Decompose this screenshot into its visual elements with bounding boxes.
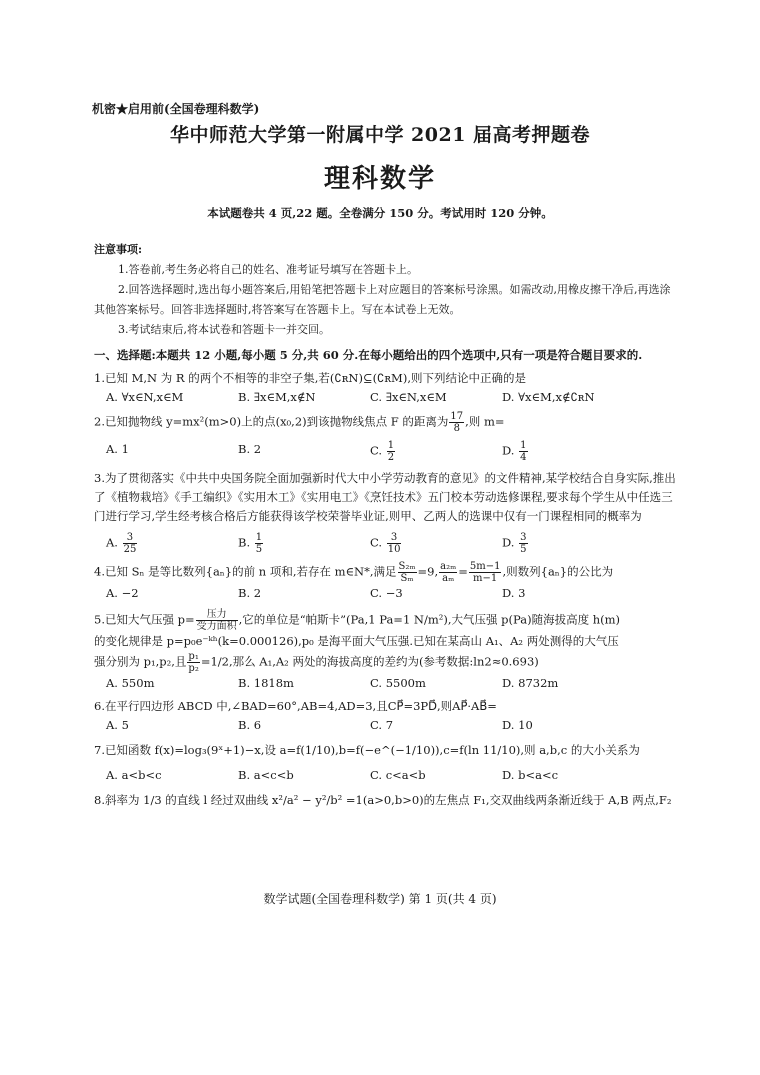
fraction-numerator: 17 <box>450 411 464 422</box>
option-prefix: D. <box>502 535 515 550</box>
fraction <box>387 532 402 555</box>
options <box>106 532 676 555</box>
fraction-numerator: S₂ₘ <box>398 561 416 572</box>
notice-item: 3.考试结束后,将本试卷和答题卡一并交回。 <box>118 323 330 336</box>
question-3 <box>94 469 676 555</box>
stem-text: ,则数列{aₙ}的公比为 <box>502 564 614 579</box>
fraction <box>187 651 199 674</box>
question-1 <box>94 369 676 407</box>
options <box>106 674 676 693</box>
option-a <box>106 532 238 555</box>
option-b: B. 2 <box>238 442 262 456</box>
options <box>106 584 676 603</box>
stem-text: 强分别为 p₁,p₂,且 <box>94 654 187 669</box>
fraction-denominator: 5 <box>520 544 527 555</box>
fraction-numerator: a₂ₘ <box>440 561 457 572</box>
fraction-numerator: 3 <box>123 532 138 544</box>
option-c: C. −3 <box>370 586 403 600</box>
option-d: D. ∀x∈M,x∉∁ʀN <box>502 390 595 404</box>
option-b: B. 2 <box>238 586 262 600</box>
fraction <box>449 411 464 434</box>
option-a: A. ∀x∈N,x∈M <box>106 390 184 404</box>
option-c <box>370 532 502 555</box>
section-header: 一、选择题:本题共 12 小题,每小题 5 分,共 60 分.在每小题给出的四个选项中,只有一项是符合题目要求的. <box>94 348 643 362</box>
fraction-numerator: 1 <box>520 440 527 451</box>
fraction <box>519 532 527 555</box>
stem-line <box>94 609 676 632</box>
stem-text: =1/2,那么 A₁,A₂ 两处的海拔高度的差约为(参考数据:ln2≈0.693) <box>200 654 539 669</box>
question-stem <box>94 411 676 434</box>
fraction-denominator: aₘ <box>442 573 455 584</box>
option-b <box>238 532 370 555</box>
fraction <box>469 561 502 584</box>
question-2 <box>94 411 676 463</box>
stem-text: 5.已知大气压强 p= <box>94 612 195 627</box>
option-b: B. a<c<b <box>238 768 294 782</box>
question-stem: 1.已知 M,N 为 R 的两个不相等的非空子集,若(∁ʀN)⊆(∁ʀM),则下列结论中正确的是 <box>94 371 526 385</box>
notice-section <box>94 240 674 340</box>
options <box>106 440 676 463</box>
fraction <box>123 532 138 555</box>
option-a: A. −2 <box>106 586 139 600</box>
option-d: D. 8732m <box>502 676 559 690</box>
question-stem: 8.斜率为 1/3 的直线 l 经过双曲线 x²/a² − y²/b² =1(a>0,b>0)的左焦点 F₁,交双曲线两条渐近线于 A,B 两点,F₂ <box>94 793 672 807</box>
option-prefix: B. <box>238 535 251 550</box>
notice-item: 2.回答选择题时,选出每小题答案后,用铅笔把答题卡上对应题目的答案标号涂黑。如需改动,用橡皮擦干净后,再选涂其他答案标号。回答非选择题时,将答案写在答题卡上。写在本试卷上无效。 <box>94 283 671 316</box>
question-8 <box>94 791 676 810</box>
question-stem: 3.为了贯彻落实《中共中央国务院全面加强新时代大中小学劳动教育的意见》的文件精神,某学校结合自身实际,推出了《植物栽培》《手工编织》《实用木工》《实用电工》《烹饪技术》五门校本劳动选修课程,要求每个学生从中任选三门进行学习,学生经考核合格后方能获得该学校荣誉毕业证,则甲、乙两人的选课中仅有一门课程相同的概率为 <box>94 471 676 523</box>
question-stem <box>94 609 676 674</box>
fraction <box>398 561 417 584</box>
option-a: A. 1 <box>106 442 129 456</box>
option-prefix: C. <box>370 535 383 550</box>
option-b: B. ∃x∈M,x∉N <box>238 390 316 404</box>
questions-area <box>94 346 676 810</box>
stem-line: 的变化规律是 p=p₀e⁻ᵏʰ(k=0.000126),p₀ 是海平面大气压强.已知在某高山 A₁、A₂ 两处测得的大气压 <box>94 634 619 648</box>
notice-title: 注意事项: <box>94 243 143 256</box>
option-c: C. 5500m <box>370 676 426 690</box>
fraction-numerator: 3 <box>520 532 527 543</box>
stem-text: ,它的单位是“帕斯卡”(Pa,1 Pa=1 N/m²),大气压强 p(Pa)随海拔高度 h(m) <box>238 612 621 627</box>
option-c: C. c<a<b <box>370 768 426 782</box>
options <box>106 766 676 785</box>
option-a: A. a<b<c <box>106 768 162 782</box>
option-d <box>502 532 634 555</box>
fraction-numerator: 压力 <box>196 609 238 621</box>
fraction <box>196 609 238 632</box>
stem-line <box>94 651 676 674</box>
fraction <box>255 532 263 555</box>
stem-text: 4.已知 Sₙ 是等比数列{aₙ}的前 n 项和,若存在 m∈N*,满足 <box>94 564 397 579</box>
option-d <box>502 440 634 463</box>
fraction-denominator: 2 <box>387 452 395 463</box>
notice-item: 1.答卷前,考生务必将自己的姓名、准考证号填写在答题卡上。 <box>118 263 418 276</box>
fraction-numerator: p₁ <box>188 651 199 662</box>
exam-info: 本试题卷共 4 页,22 题。全卷满分 150 分。考试用时 120 分钟。 <box>207 206 553 220</box>
option-prefix: D. <box>502 443 515 458</box>
options <box>106 716 676 735</box>
stem-text: 2.已知抛物线 y=mx²(m>0)上的点(x₀,2)到该抛物线焦点 F 的距离为 <box>94 414 449 429</box>
fraction-numerator: 1 <box>387 440 395 451</box>
option-a: A. 550m <box>106 676 155 690</box>
fraction-denominator: m−1 <box>473 573 498 584</box>
option-d: D. b<a<c <box>502 768 559 782</box>
fraction-numerator: 5m−1 <box>469 561 501 572</box>
question-stem: 6.在平行四边形 ABCD 中,∠BAD=60°,AB=4,AD=3,且CP⃗=3PD⃗,则AP⃗·AB⃗= <box>94 699 497 713</box>
fraction <box>387 440 395 463</box>
fraction-denominator: 8 <box>453 423 460 434</box>
school-title: 华中师范大学第一附属中学 2021 届高考押题卷 <box>169 124 591 146</box>
option-d: D. 10 <box>502 718 533 732</box>
fraction-numerator: 3 <box>387 532 402 544</box>
question-6 <box>94 697 676 735</box>
stem-text: =9, <box>417 564 439 579</box>
question-stem: 7.已知函数 f(x)=log₃(9ˣ+1)−x,设 a=f(1/10),b=f(−e^(−1/10)),c=f(ln 11/10),则 a,b,c 的大小关系为 <box>94 743 640 757</box>
fraction-denominator: 5 <box>255 544 263 555</box>
fraction-denominator: Sₘ <box>400 573 414 584</box>
option-c: C. ∃x∈N,x∈M <box>370 390 447 404</box>
option-b: B. 6 <box>238 718 262 732</box>
option-a: A. 5 <box>106 718 129 732</box>
option-prefix: C. <box>370 443 383 458</box>
option-b: B. 1818m <box>238 676 294 690</box>
options <box>106 388 676 407</box>
subject-title: 理科数学 <box>323 164 436 194</box>
option-c <box>370 440 502 463</box>
option-prefix: A. <box>106 535 118 550</box>
question-stem <box>94 561 676 584</box>
question-5 <box>94 609 676 693</box>
stem-text: ,则 m= <box>465 414 505 429</box>
fraction <box>439 561 457 584</box>
fraction-denominator: p₂ <box>188 663 199 674</box>
fraction-numerator: 1 <box>255 532 263 543</box>
fraction-denominator: 4 <box>520 452 527 463</box>
question-7 <box>94 741 676 785</box>
fraction-denominator: 10 <box>387 544 401 555</box>
option-d: D. 3 <box>502 586 526 600</box>
fraction <box>519 440 527 463</box>
stem-text: = <box>458 564 468 579</box>
option-c: C. 7 <box>370 718 394 732</box>
question-4 <box>94 561 676 603</box>
confidential-label: 机密★启用前(全国卷理科数学) <box>92 102 260 116</box>
fraction-denominator: 受力面积 <box>196 621 237 632</box>
fraction-denominator: 25 <box>123 544 137 555</box>
page-footer: 数学试题(全国卷理科数学) 第 1 页(共 4 页) <box>263 892 497 906</box>
